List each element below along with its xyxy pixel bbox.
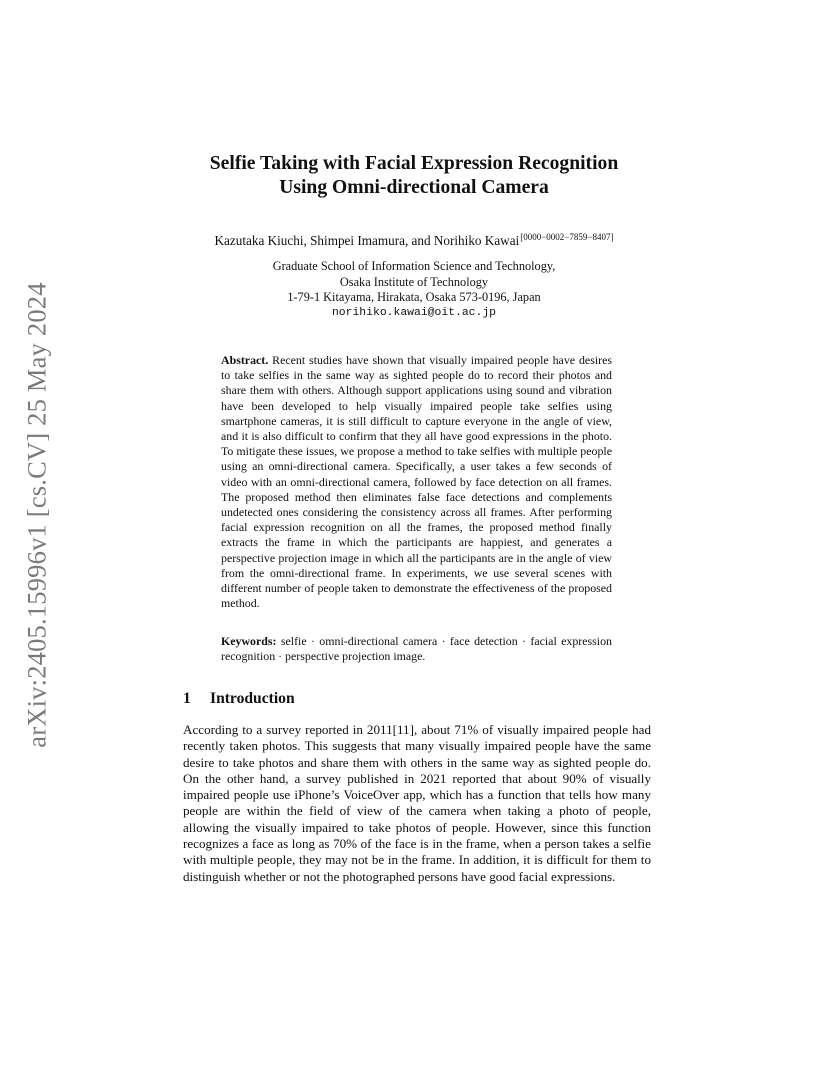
author-names: Kazutaka Kiuchi, Shimpei Imamura, and Norihiko Kawai [214, 233, 520, 248]
section-heading-introduction [183, 689, 653, 709]
introduction-paragraph: According to a survey reported in 2011[11], about 71% of visually impaired people had recently taken photos. This suggests that many visually impaired people have the same desire to take photos and share them with others in the same way as sighted people do. On the other hand, a survey published in 2021 reported that about 90% of visually impaired people use iPhone’s VoiceOver app, which has a function that tells how many people are within the field of view of the camera when taking a photo of people, allowing the visually impaired to take photos of people. However, since this function recognizes a face as long as 70% of the face is in the frame, when a person takes a selfie with multiple people, they may not be in the frame. In addition, it is difficult for them to distinguish whether or not the photographed persons have good facial expressions. [183, 722, 651, 884]
introduction-body [183, 722, 651, 885]
arxiv-identifier-stamp [22, 272, 52, 758]
abstract-text: Recent studies have shown that visually impaired people have desires to take selfies in the same way as sighted people do to record their photos and share them with others. Although support applications using sound and vibration have been developed to help visually impaired people take selfies using smartphone cameras, it is still difficult to capture everyone in the angle of view, and it is also difficult to confirm that they all have good expressions in the photo. To mitigate these issues, we propose a method to take selfies with multiple people using an omni-directional camera. Specifically, a user takes a few seconds of video with an omni-directional camera, followed by face detection on all frames. The proposed method then eliminates false face detections and complements undetected ones considering the consistency across all frames. After performing facial expression recognition on all the frames, the proposed method finally extracts the frame in which the participants are happiest, and generates a perspective projection image in which all the participants are in the angle of view from the omni-directional frame. In experiments, we use several scenes with different number of people taken to demonstrate the effectiveness of the proposed method. [221, 353, 612, 611]
paper-title [150, 152, 678, 200]
keywords-label: Keywords: [221, 634, 277, 648]
paper-title-line-1: Selfie Taking with Facial Expression Recognition [209, 153, 619, 174]
affiliation-line-3: 1-79-1 Kitayama, Hirakata, Osaka 573-0196, Japan [287, 290, 541, 305]
author-email: norihiko.kawai@oit.ac.jp [331, 306, 497, 319]
keywords-text: selfie · omni-directional camera · face detection · facial expression recognition · perspective projection image. [221, 634, 612, 664]
affiliation-line-2: Osaka Institute of Technology [339, 274, 489, 289]
section-title: Introduction [210, 690, 295, 707]
orcid-identifier: [0000−0002−7859−8407] [520, 232, 614, 242]
affiliation-line-1: Graduate School of Information Science and Technology, [272, 259, 556, 273]
abstract-label: Abstract. [221, 353, 269, 367]
author-list [150, 229, 678, 249]
paper-title-line-2: Using Omni-directional Camera [279, 177, 549, 198]
keywords-block [221, 634, 612, 664]
section-number: 1 [183, 690, 191, 707]
arxiv-identifier-text: arXiv:2405.15996v1 [cs.CV] 25 May 2024 [21, 282, 52, 748]
affiliation-block [150, 259, 678, 321]
abstract-block [221, 353, 612, 611]
